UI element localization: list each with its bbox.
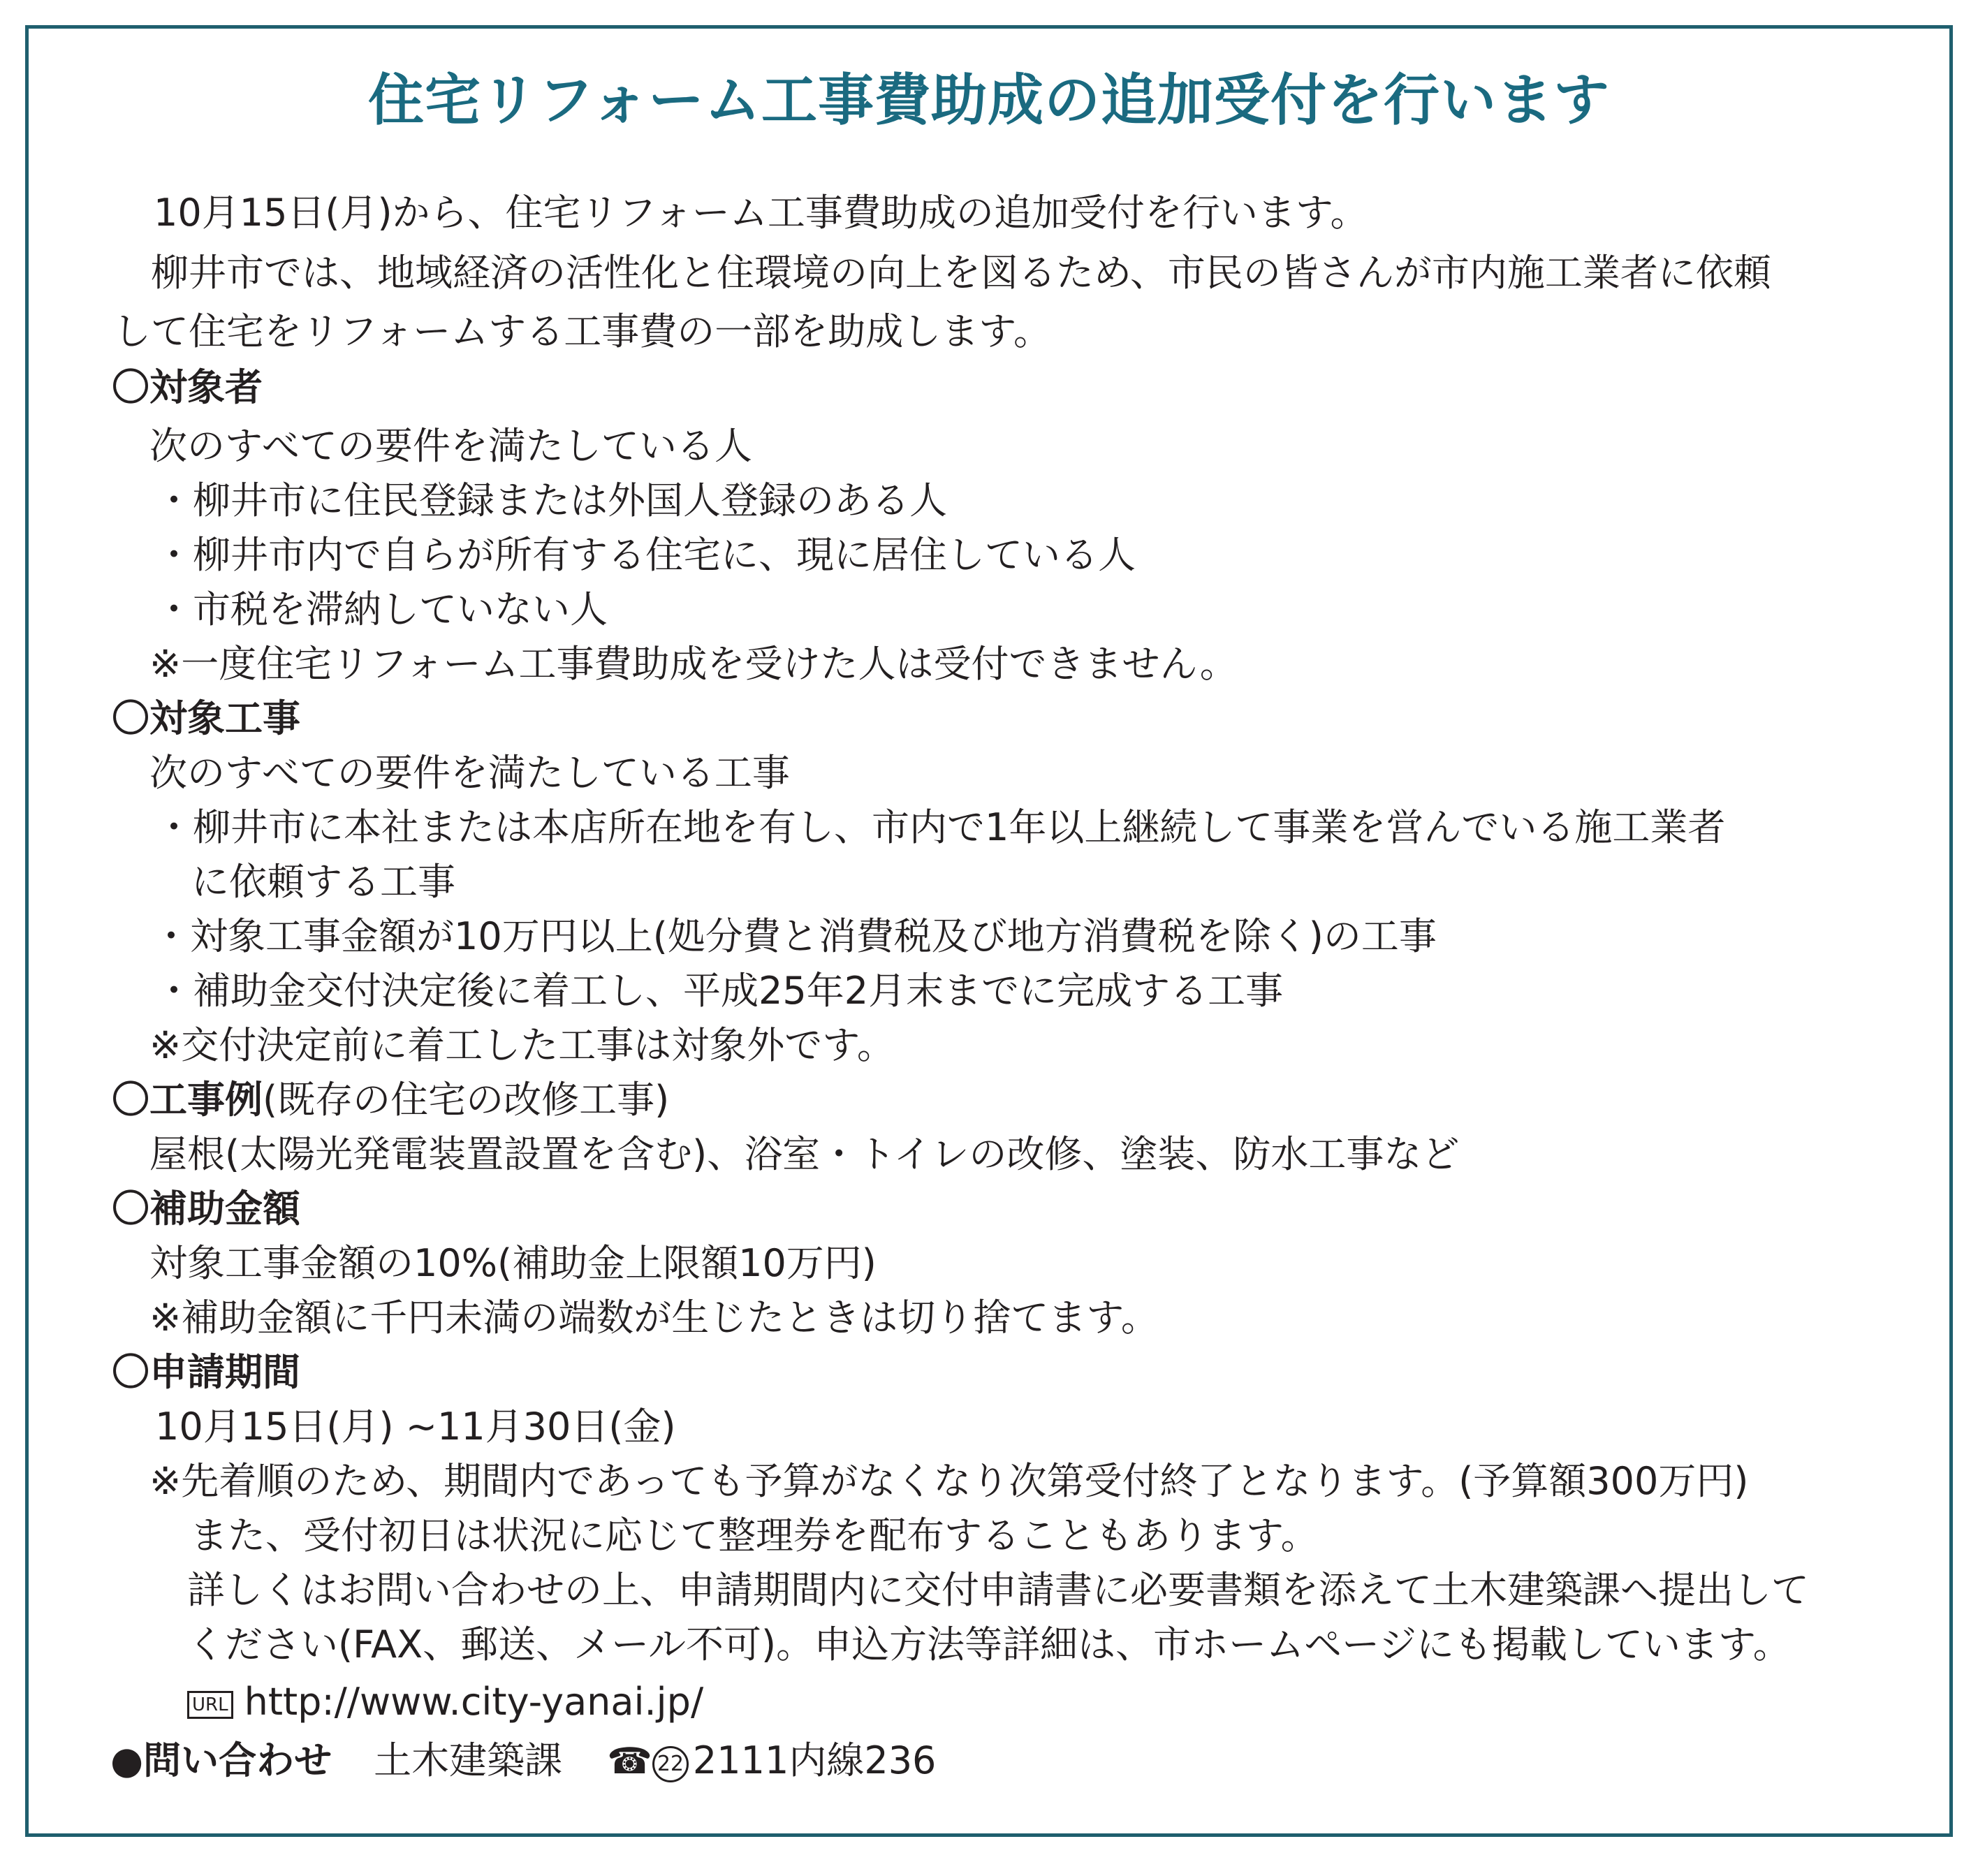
target-persons-note: ※一度住宅リフォーム工事費助成を受けた人は受付できません。 [149,642,1238,686]
contact-heading: ●問い合わせ [110,1738,332,1782]
section-heading-target-works: 〇対象工事 [112,696,300,740]
period-dates: 10月15日(月) ~11月30日(金) [155,1405,676,1449]
target-persons-item-1: ・柳井市に住民登録または外国人登録のある人 [155,478,947,522]
period-note-2: また、受付初日は状況に応じて整理券を配布することもあります。 [190,1514,1319,1558]
area-code-badge: 22 [652,1746,689,1782]
homepage-url[interactable]: http://www.city-yanai.jp/ [244,1680,704,1724]
contact-line [110,1738,937,1782]
target-works-item-3: ・補助金交付決定後に着工し、平成25年2月末までに完成する工事 [155,969,1284,1013]
url-line [187,1680,704,1724]
target-works-lead: 次のすべての要件を満たしている工事 [149,751,790,795]
section-heading-period: 〇申請期間 [112,1350,300,1394]
examples-heading-text: 〇工事例 [112,1078,263,1122]
target-persons-item-2: ・柳井市内で自らが所有する住宅に、現に居住している人 [155,533,1136,577]
phone-icon: ☎ [607,1741,652,1782]
period-note-4: ください(FAX、郵送、メール不可)。申込方法等詳細は、市ホームページにも掲載しています。 [187,1622,1791,1666]
examples-body: 屋根(太陽光発電装置設置を含む)、浴室・トイレの改修、塗装、防水工事など [149,1132,1460,1176]
url-icon: URL [187,1691,233,1719]
amount-body: 対象工事金額の10%(補助金上限額10万円) [149,1241,877,1285]
target-works-item-1: ・柳井市に本社または本店所在地を有し、市内で1年以上継続して事業を営んでいる施工業者 [155,805,1726,849]
target-persons-lead: 次のすべての要件を満たしている人 [149,424,752,468]
section-heading-target-persons: 〇対象者 [112,365,263,409]
target-persons-item-3: ・市税を滞納していない人 [155,587,608,631]
target-works-item-2: ・対象工事金額が10万円以上(処分費と消費税及び地方消費税を除く)の工事 [152,914,1437,958]
period-note-1: ※先着順のため、期間内であっても予算がなくなり次第受付終了となります。(予算額300万円) [149,1459,1749,1503]
section-heading-amount: 〇補助金額 [112,1187,300,1231]
intro-line-3: して住宅をリフォームする工事費の一部を助成します。 [113,309,1051,353]
target-works-item-1-cont: に依頼する工事 [191,860,455,904]
target-works-note: ※交付決定前に着工した工事は対象外です。 [149,1023,895,1067]
period-note-3: 詳しくはお問い合わせの上、申請期間内に交付申請書に必要書類を添えて土木建築課へ提出して [187,1568,1809,1612]
section-heading-examples [112,1078,670,1122]
amount-note: ※補助金額に千円未満の端数が生じたときは切り捨てます。 [149,1296,1159,1340]
contact-number: 2111内線236 [692,1738,937,1782]
contact-dept: 土木建築課 [374,1738,563,1782]
intro-line-2: 柳井市では、地域経済の活性化と住環境の向上を図るため、市民の皆さんが市内施工業者に依頼 [151,251,1771,295]
examples-heading-paren: (既存の住宅の改修工事) [263,1078,670,1122]
intro-line-1: 10月15日(月)から、住宅リフォーム工事費助成の追加受付を行います。 [154,191,1368,235]
notice-title: 住宅リフォーム工事費助成の追加受付を行います [368,68,1610,133]
